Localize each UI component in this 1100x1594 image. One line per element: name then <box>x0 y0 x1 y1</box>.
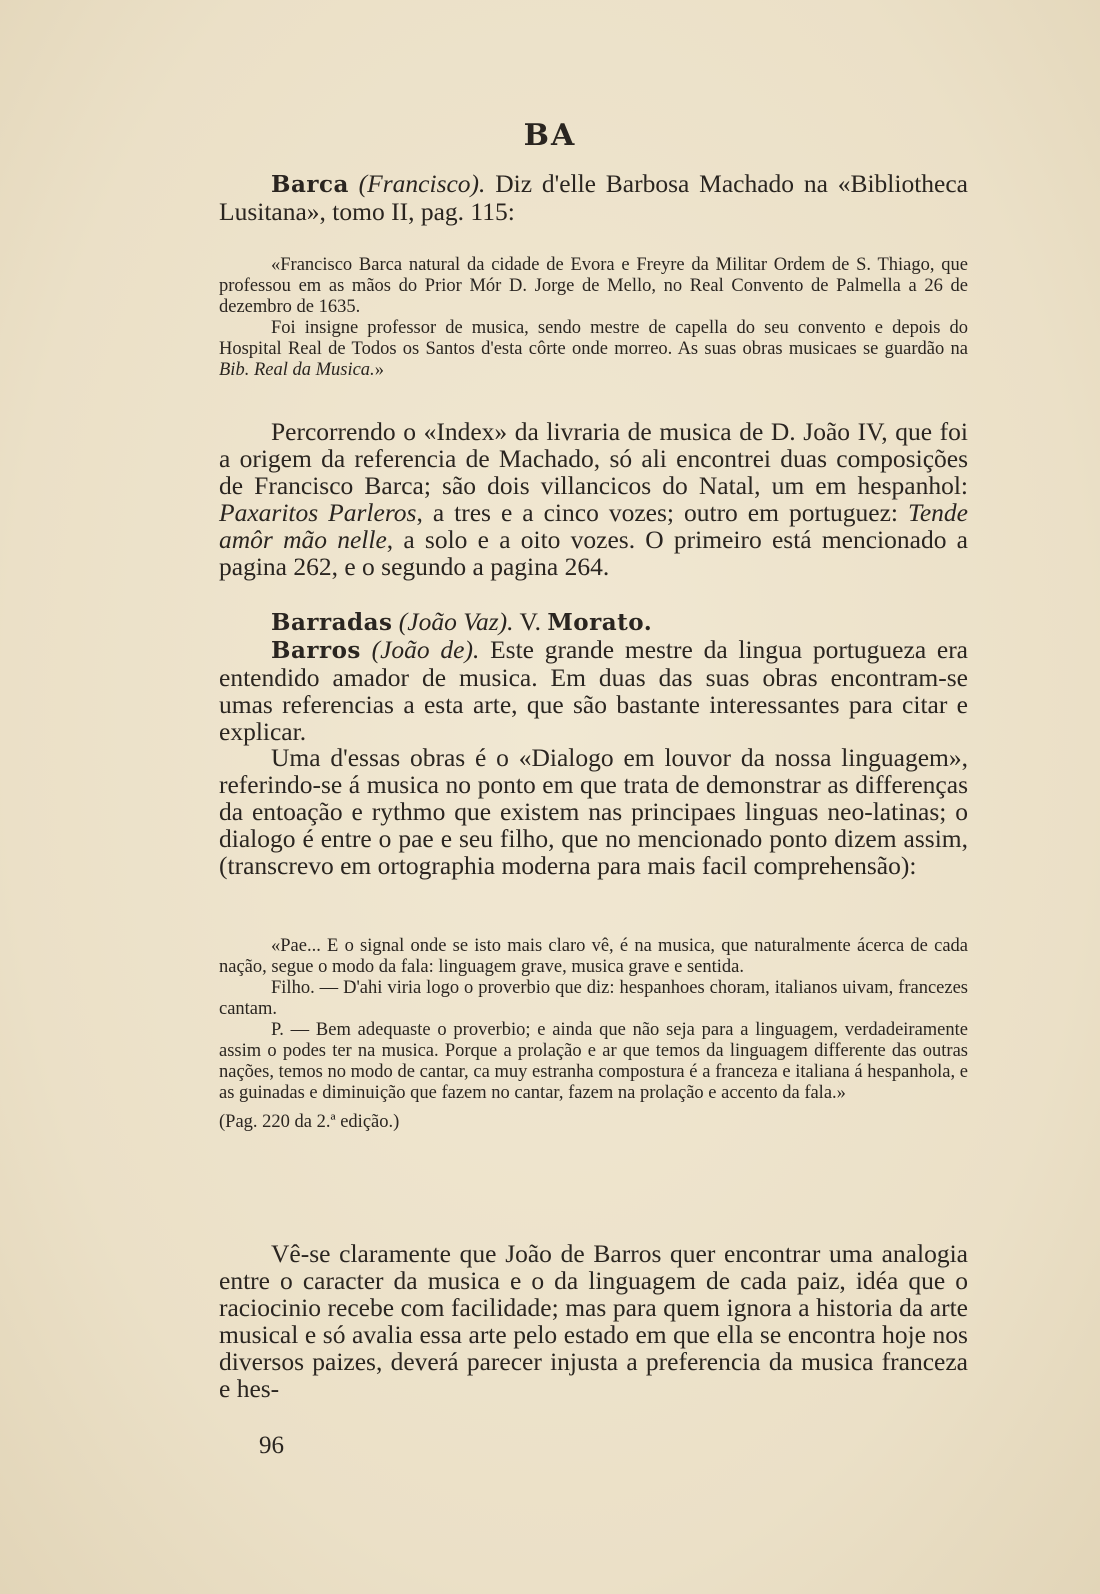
quote-paragraph: Filho. — D'ahi viria logo o proverbio que diz: hespanhoes choram, italianos uivam, francezes cantam. <box>219 978 968 1019</box>
entry-given-name: (João Vaz). <box>398 607 514 636</box>
entry-headword: Barca <box>271 171 349 198</box>
entry-text: Diz d'elle Barbosa Machado na «Bibliotheca Lusitana», tomo II, pag. 115: <box>219 169 968 226</box>
quote-barbosa <box>219 255 968 381</box>
entry-given-name: (João de). <box>371 635 480 664</box>
body-paragraph: Percorrendo o «Index» da livraria de musica de D. João IV, que foi a origem da referencia de Machado, só ali encontrei duas composições de Francisco Barca; são dois villancicos do Natal, um em hespanhol: Paxaritos Parleros, a tres e a cinco vozes; outro em portuguez: Tende amôr mão nelle, a solo e a oito vozes. O primeiro está mencionado a pagina 262, e o segundo a pagina 264. <box>219 417 969 581</box>
quote-dialogo <box>219 936 968 1133</box>
entry-headword: Barros <box>271 637 361 664</box>
paragraph-dialogo <box>219 744 968 879</box>
body-paragraph: Uma d'essas obras é o «Dialogo em louvor da nossa linguagem», referindo-se á musica no ponto em que trata de demonstrar as differenças da entoação e rythmo que existem nas principaes linguas neo-latinas; o dialogo é entre o pae e seu filho, que no mencionado ponto dizem assim, (transcrevo em ortographia moderna para mais facil comprehensão): <box>219 743 968 880</box>
entry-barca-paragraph <box>219 170 968 225</box>
work-title: Tende amôr mão nelle <box>219 498 968 554</box>
entry-headword: Barradas <box>271 609 393 636</box>
running-header: BA <box>523 118 577 153</box>
cross-reference: Morato. <box>547 609 653 636</box>
page-number: 96 <box>259 1432 284 1459</box>
entry-given-name: (Francisco). <box>358 169 486 198</box>
quote-paragraph: P. — Bem adequaste o proverbio; e ainda que não seja para a linguagem, verdadeiramente assim o podes ter na musica. Porque a prolação e ar que temos da linguagem differente das outras nações, temos no modo de cantar, ca muy estranha compostura é a franceza e italiana á hespanhola, e as guinadas e diminuição que fazem no cantar, fazem na prolação e accento da fala.» <box>219 1020 968 1103</box>
quote-paragraph: «Francisco Barca natural da cidade de Evora e Freyre da Militar Ordem de S. Thiago, que professou em as mãos do Prior Mór D. Jorge de Mello, no Real Convento de Palmella a 26 de dezembro de 1635. <box>219 255 968 317</box>
quote-citation: (Pag. 220 da 2.ª edição.) <box>219 1112 400 1132</box>
quote-paragraph: «Pae... E o signal onde se isto mais claro vê, é na musica, que naturalmente ácerca de cada nação, segue o modo da fala: linguagem grave, musica grave e sentida. <box>219 936 968 977</box>
entry-barca <box>219 170 968 225</box>
work-title: Paxaritos Parleros <box>219 498 417 527</box>
quote-paragraph: Foi insigne professor de musica, sendo mestre de capella do seu convento e depois do Hospital Real de Todos os Santos d'esta côrte onde morreo. As suas obras musicaes se guardão na Bib. Real da Musica.» <box>219 318 968 380</box>
paragraph-index <box>219 418 968 580</box>
paragraph-analogia <box>219 1240 968 1402</box>
body-paragraph: Vê-se claramente que João de Barros quer encontrar uma analogia entre o caracter da musica e o da linguagem de cada paiz, idéa que o raciocinio recebe com facilidade; mas para quem ignora a historia da arte musical e só avalia essa arte pelo estado em que ella se encontra hoje nos diversos paizes, deverá parecer injusta a preferencia da musica franceza e hes- <box>219 1239 968 1403</box>
entry-barradas: Barradas (João Vaz). V. Morato. <box>271 607 653 636</box>
entry-barros: Barros (João de). Este grande mestre da lingua portugueza era entendido amador de musica. Em duas das suas obras encontram-se umas referencias a esta arte, que são bastante interessantes para citar e explicar. <box>219 635 969 746</box>
